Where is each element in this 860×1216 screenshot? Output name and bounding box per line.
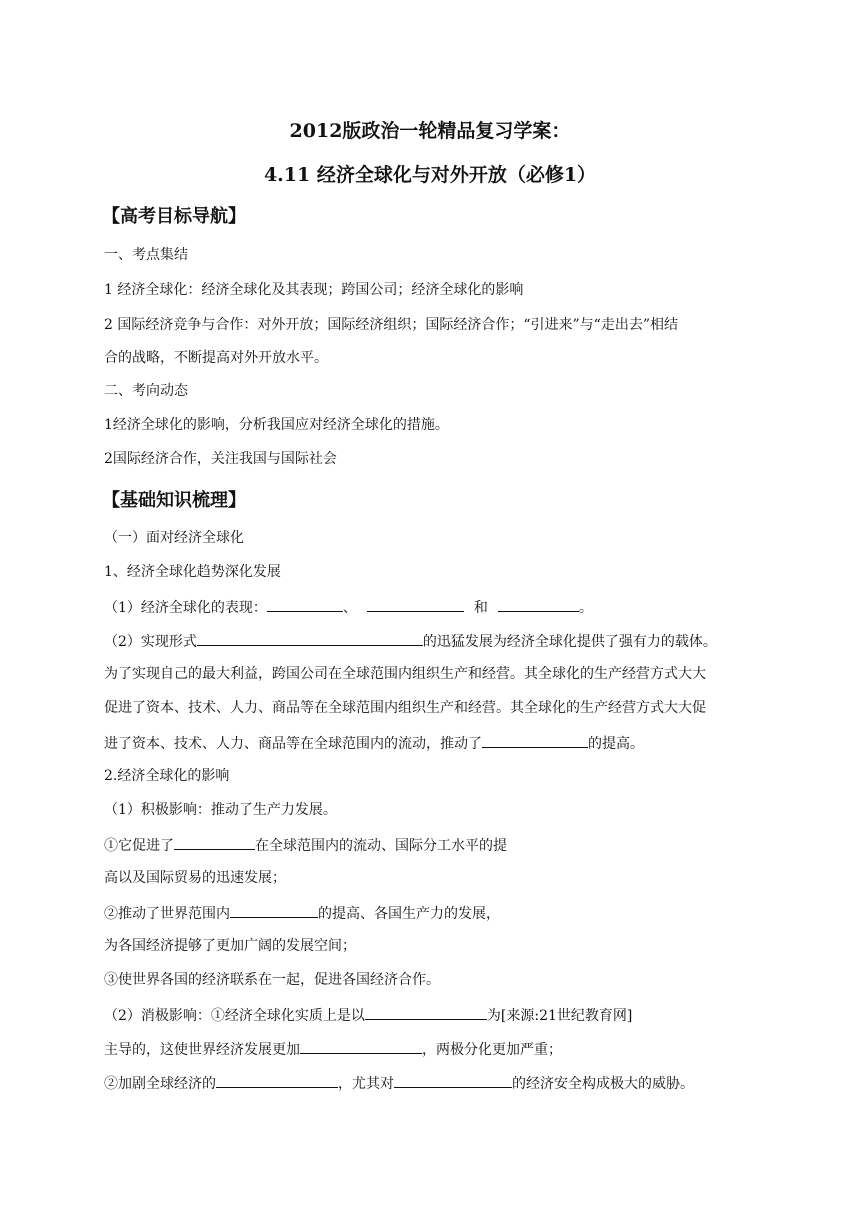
text-paragraph-13: ③使世界各国的经济联系在一起，促进各国经济合作。	[104, 972, 440, 988]
text-paragraph-14a: （2）消极影响：①经济全球化实质上是以	[104, 1008, 365, 1024]
section-heading-exam-goals: 【高考目标导航】	[102, 206, 246, 227]
fill-blank[interactable]	[267, 597, 343, 612]
section-heading-basic-knowledge: 【基础知识梳理】	[102, 490, 246, 511]
text-paragraph-14b: 为[来源:21世纪教育网]	[486, 1008, 633, 1024]
question-1-and: 和	[473, 600, 488, 616]
question-1-sep: 、	[342, 600, 357, 616]
fill-blank[interactable]	[197, 631, 423, 646]
text-paragraph-9b: 在全球范围内的流动、国际分工水平的提	[255, 838, 507, 854]
text-paragraph-15	[104, 1039, 562, 1059]
text-paragraph-15a: 主导的，这使世界经济发展更加	[104, 1042, 300, 1058]
question-2	[104, 631, 717, 651]
question-1-end: 。	[578, 600, 593, 616]
text-paragraph-7a: 进了资本、技术、人力、商品等在全球范围内的流动，推动了	[104, 736, 482, 752]
text-paragraph-16b: ，尤其对	[338, 1076, 394, 1092]
text-paragraph-14	[104, 1005, 632, 1025]
doc-title-line2: 4.11 经济全球化与对外开放（必修1）	[263, 164, 597, 186]
fill-blank[interactable]	[365, 1005, 487, 1020]
text-positive-impact: （1）积极影响：推动了生产力发展。	[104, 802, 337, 818]
subheading-key-points: 一、考点集结	[104, 247, 188, 263]
question-1	[104, 597, 593, 617]
fill-blank[interactable]	[367, 597, 464, 612]
fill-blank[interactable]	[174, 835, 255, 850]
question-2-text-b: 的迅猛发展为经济全球化提供了强有力的载体。	[422, 634, 717, 650]
subheading-face-globalization: （一）面对经济全球化	[104, 530, 244, 546]
question-2-text-a: （2）实现形式	[104, 634, 197, 650]
question-1-text: （1）经济全球化的表现：	[104, 600, 267, 616]
text-point-2a: 2 国际经济竞争与合作：对外开放；国际经济组织；国际经济合作；“引进来”与“走出去”相结	[104, 317, 678, 333]
text-paragraph-16c: 的经济安全构成极大的威胁。	[512, 1076, 694, 1092]
text-point-1: 1 经济全球化：经济全球化及其表现；跨国公司；经济全球化的影响	[104, 282, 524, 298]
fill-blank[interactable]	[216, 1073, 338, 1088]
text-paragraph-12: 为各国经济提够了更加广阔的发展空间；	[104, 938, 356, 954]
text-trend-1: 1经济全球化的影响，分析我国应对经济全球化的措施。	[104, 417, 449, 433]
text-paragraph-11a: ②推动了世界范围内	[104, 906, 230, 922]
subheading-trend-deepening: 1、经济全球化趋势深化发展	[104, 564, 281, 580]
text-paragraph-7	[104, 733, 644, 753]
text-paragraph-7b: 的提高。	[588, 736, 644, 752]
text-paragraph-16	[104, 1073, 694, 1093]
text-paragraph-16a: ②加剧全球经济的	[104, 1076, 216, 1092]
fill-blank[interactable]	[394, 1073, 512, 1088]
fill-blank[interactable]	[482, 733, 588, 748]
fill-blank[interactable]	[498, 597, 579, 612]
subheading-exam-trends: 二、考向动态	[104, 383, 188, 399]
text-point-2b: 合的战略，不断提高对外开放水平。	[104, 350, 328, 366]
text-paragraph-15b: ，两极分化更加严重；	[422, 1042, 562, 1058]
text-trend-2: 2国际经济合作，关注我国与国际社会	[104, 451, 337, 467]
text-paragraph-11b: 的提高、各国生产力的发展，	[318, 906, 500, 922]
text-paragraph-5: 为了实现自己的最大利益，跨国公司在全球范围内组织生产和经营。其全球化的生产经营方式大大	[104, 666, 706, 682]
text-paragraph-9a: ①它促进了	[104, 838, 174, 854]
text-paragraph-10: 高以及国际贸易的迅速发展；	[104, 870, 286, 886]
subheading-impact: 2.经济全球化的影响	[104, 768, 230, 784]
text-paragraph-11	[104, 903, 500, 923]
text-paragraph-6: 促进了资本、技术、人力、商品等在全球范围内组织生产和经营。其全球化的生产经营方式大大促	[104, 700, 706, 716]
text-paragraph-9	[104, 835, 507, 855]
fill-blank[interactable]	[230, 903, 318, 918]
doc-title-line1: 2012版政治一轮精品复习学案：	[289, 120, 571, 142]
fill-blank[interactable]	[300, 1039, 422, 1054]
